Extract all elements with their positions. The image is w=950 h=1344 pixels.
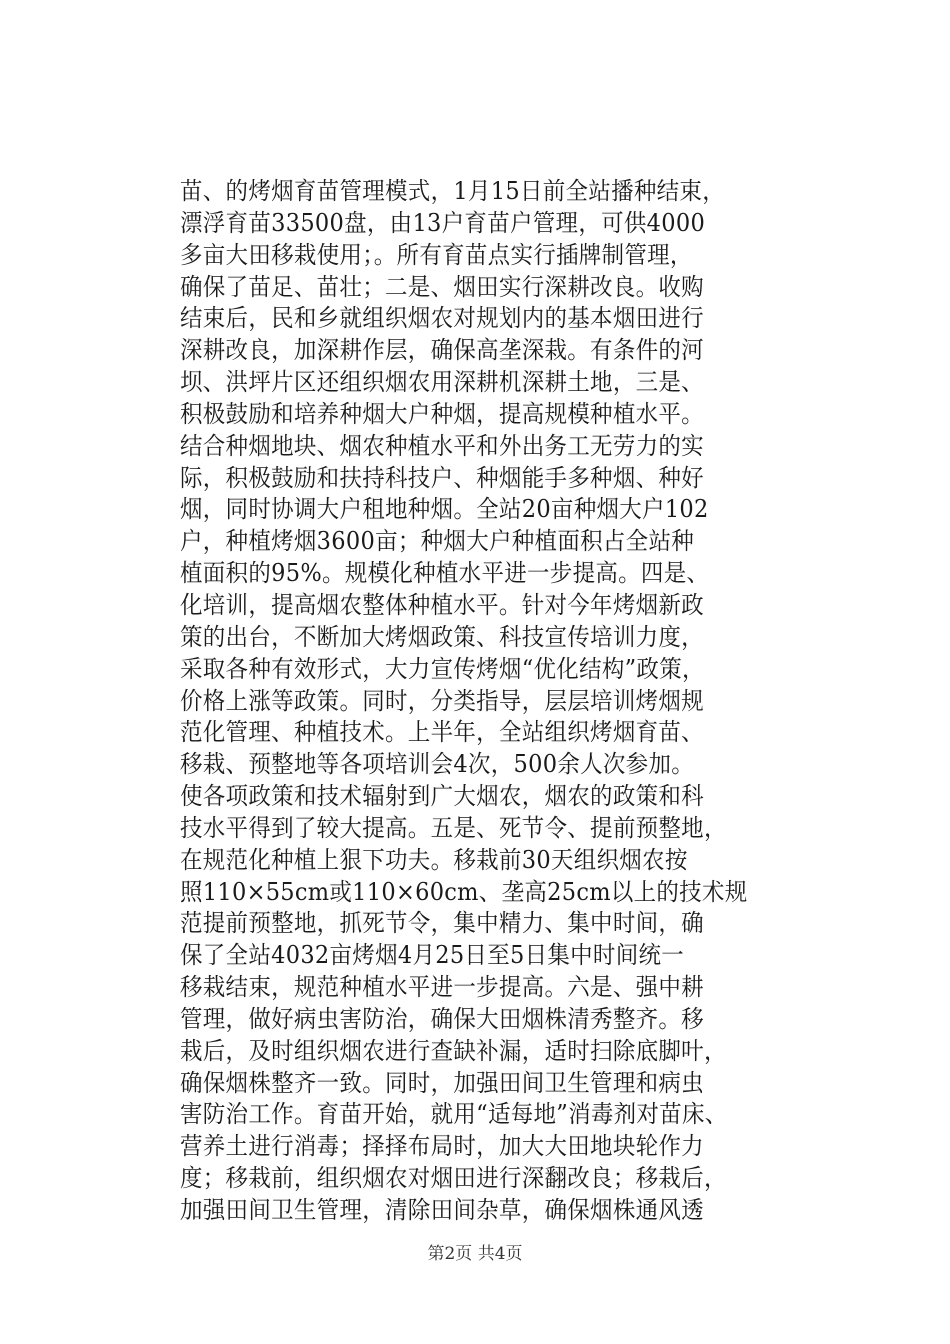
- text-line: 度；移栽前，组织烟农对烟田进行深翻改良；移栽后，: [180, 1164, 727, 1193]
- text-line: 确保烟株整齐一致。同时，加强田间卫生管理和病虫: [180, 1068, 704, 1097]
- page-footer: 第2页 共4页: [427, 1244, 523, 1264]
- text-line: 加强田间卫生管理，清除田间杂草，确保烟株通风透: [180, 1196, 704, 1224]
- text-line: 苗、的烤烟育苗管理模式，1月15日前全站播种结束，: [180, 177, 725, 205]
- text-line: 照110×55cm或110×60cm、垄高25cm以上的技术规: [180, 877, 748, 906]
- text-line: 深耕改良，加深耕作层，确保高垄深栽。有条件的河: [180, 336, 704, 365]
- text-line: 技水平得到了较大提高。五是、死节令、提前预整地，: [180, 813, 727, 842]
- text-line: 策的出台，不断加大烤烟政策、科技宣传培训力度，: [180, 622, 704, 651]
- text-line: 害防治工作。育苗开始，就用“适每地”消毒剂对苗床、: [180, 1100, 728, 1129]
- text-line: 结束后，民和乡就组织烟农对规划内的基本烟田进行: [180, 304, 704, 333]
- text-line: 植面积的95%。规模化种植水平进一步提高。四是、: [180, 559, 710, 588]
- text-line: 在规范化种植上狠下功夫。移栽前30天组织烟农按: [180, 845, 688, 874]
- body-text: [180, 176, 820, 1227]
- text-line: 积极鼓励和培养种烟大户种烟，提高规模种植水平。: [180, 399, 704, 428]
- text-line: 漂浮育苗33500盘，由13户育苗户管理，可供4000: [180, 208, 706, 237]
- text-line: 户，种植烤烟3600亩；种烟大户种植面积占全站种: [180, 527, 695, 556]
- text-line: 保了全站4032亩烤烟4月25日至5日集中时间统一: [180, 941, 685, 970]
- text-line: 移栽结束，规范种植水平进一步提高。六是、强中耕: [180, 973, 704, 1002]
- text-line: 多亩大田移栽使用；。所有育苗点实行插牌制管理，: [180, 240, 693, 269]
- text-line: 营养土进行消毒；择择布局时，加大大田地块轮作力: [180, 1132, 704, 1161]
- text-line: 确保了苗足、苗壮；二是、烟田实行深耕改良。收购: [180, 272, 704, 301]
- text-line: 使各项政策和技术辐射到广大烟农，烟农的政策和科: [180, 782, 704, 811]
- text-line: 采取各种有效形式，大力宣传烤烟“优化结构”政策，: [180, 654, 705, 683]
- text-line: 际，积极鼓励和扶持科技户、种烟能手多种烟、种好: [180, 463, 704, 492]
- text-line: 栽后，及时组织烟农进行查缺补漏，适时扫除底脚叶，: [180, 1036, 727, 1065]
- text-line: 范化管理、种植技术。上半年，全站组织烤烟育苗、: [180, 718, 704, 747]
- text-line: 范提前预整地，抓死节令，集中精力、集中时间，确: [180, 909, 704, 938]
- text-line: 价格上涨等政策。同时，分类指导，层层培训烤烟规: [180, 686, 704, 715]
- text-line: 烟，同时协调大户租地种烟。全站20亩种烟大户102: [180, 495, 709, 524]
- text-line: 移栽、预整地等各项培训会4次，500余人次参加。: [180, 750, 695, 779]
- text-line: 坝、洪坪片区还组织烟农用深耕机深耕土地，三是、: [180, 368, 704, 397]
- text-line: 管理，做好病虫害防治，确保大田烟株清秀整齐。移: [180, 1004, 704, 1033]
- text-line: 结合种烟地块、烟农种植水平和外出务工无劳力的实: [180, 431, 704, 460]
- text-line: 化培训，提高烟农整体种植水平。针对今年烤烟新政: [180, 590, 704, 619]
